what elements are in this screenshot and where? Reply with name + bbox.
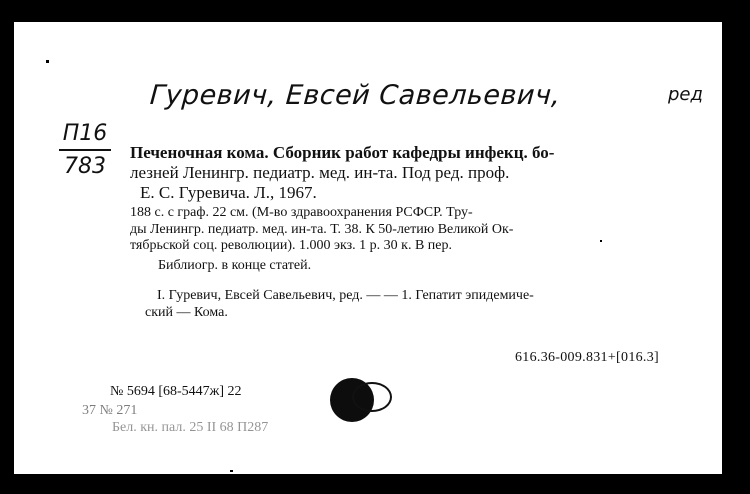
title-line-1: Печеночная кома. Сборник работ кафедры инфекц. бо- xyxy=(130,143,555,162)
handwritten-note: ред xyxy=(668,84,703,105)
scan-speck xyxy=(600,240,602,242)
title-block xyxy=(130,143,690,203)
title-line-3: Е. С. Гуревича. Л., 1967. xyxy=(140,183,317,202)
shelf-mark-bottom: 783 xyxy=(64,154,106,179)
shelf-mark-top: П16 xyxy=(62,121,108,146)
handwritten-heading: Гуревич, Евсей Савельевич, xyxy=(148,80,562,111)
tracing-block xyxy=(145,288,705,321)
tracing-line-2: ский — Кома. xyxy=(145,304,228,320)
description-line-1: 188 с. с граф. 22 см. (М-во здравоохранения РСФСР. Тру- xyxy=(130,205,473,220)
shelf-mark-divider xyxy=(59,149,111,151)
description-line-3: тябрьской соц. революции). 1.000 экз. 1 р. 30 к. В пер. xyxy=(130,238,453,253)
scan-speck xyxy=(230,470,233,472)
scan-border-right xyxy=(722,22,750,492)
footer-number: 37 № 271 xyxy=(82,403,138,418)
udc-code: 616.36-009.831+[016.3] xyxy=(515,350,659,365)
footer-chamber: Бел. кн. пал. 25 II 68 П287 xyxy=(112,420,269,435)
scan-border-left xyxy=(0,22,10,492)
title-line-2: лезней Ленингр. педиатр. мед. ин-та. Под ред. проф. xyxy=(130,163,510,182)
description-line-2: ды Ленингр. педиатр. мед. ин-та. Т. 38. К 50-летию Великой Ок- xyxy=(130,221,514,237)
description-block xyxy=(130,205,690,255)
tracing-line-1: I. Гуревич, Евсей Савельевич, ред. — — 1. Гепатит эпидемиче- xyxy=(157,288,534,303)
ink-stamp-ring xyxy=(352,382,392,412)
footer-registration: № 5694 [68-5447ж] 22 xyxy=(110,384,242,399)
scan-speck xyxy=(46,60,49,63)
bibliography-note: Библиогр. в конце статей. xyxy=(158,258,312,273)
shelf-mark xyxy=(55,120,115,181)
